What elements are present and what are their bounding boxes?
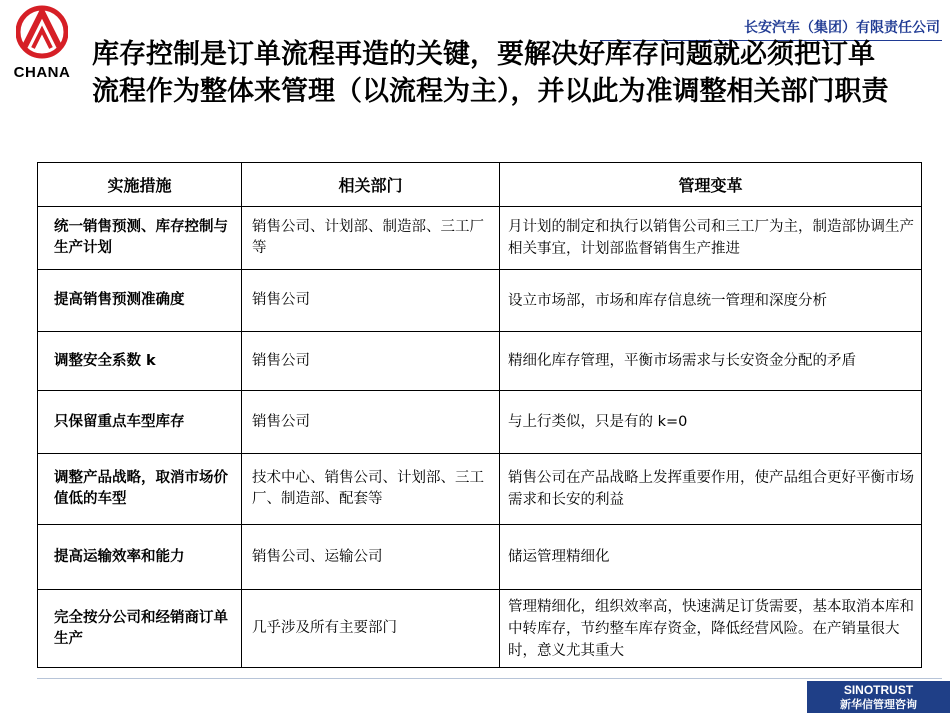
- change-cell: 管理精细化，组织效率高，快速满足订货需要，基本取消本库和中转库存，节约整车库存资金，降低经营风险。在产销量很大时，意义尤其重大: [500, 590, 922, 668]
- change-cell: 设立市场部，市场和库存信息统一管理和深度分析: [500, 270, 922, 332]
- column-header-departments: 相关部门: [242, 163, 500, 207]
- table-row: [38, 207, 922, 270]
- table-row: [38, 590, 922, 668]
- slide-title: 库存控制是订单流程再造的关键，要解决好库存问题就必须把订单流程作为整体来管理（以流程为主），并以此为准调整相关部门职责: [92, 39, 889, 107]
- measure-cell: 只保留重点车型库存: [38, 391, 242, 454]
- column-header-measure: 实施措施: [38, 163, 242, 207]
- change-cell: 销售公司在产品战略上发挥重要作用，使产品组合更好平衡市场需求和长安的利益: [500, 454, 922, 525]
- departments-cell: 销售公司: [242, 391, 500, 454]
- change-cell: 储运管理精细化: [500, 525, 922, 590]
- footer-divider: [37, 678, 942, 679]
- change-cell: 与上行类似，只是有的 k=0: [500, 391, 922, 454]
- departments-cell: 销售公司: [242, 332, 500, 391]
- logo-text: CHANA: [13, 64, 71, 81]
- table-row: [38, 454, 922, 525]
- measure-cell: 调整产品战略，取消市场价值低的车型: [38, 454, 242, 525]
- company-name: 长安汽车（集团）有限责任公司: [744, 20, 940, 36]
- table-row: [38, 525, 922, 590]
- measure-cell: 统一销售预测、库存控制与生产计划: [38, 207, 242, 270]
- measure-cell: 完全按分公司和经销商订单生产: [38, 590, 242, 668]
- measure-cell: 提高销售预测准确度: [38, 270, 242, 332]
- departments-cell: 销售公司: [242, 270, 500, 332]
- chana-emblem-icon: [16, 4, 68, 60]
- departments-cell: 几乎涉及所有主要部门: [242, 590, 500, 668]
- measures-table: [37, 162, 922, 668]
- table-row: [38, 391, 922, 454]
- departments-cell: 销售公司、运输公司: [242, 525, 500, 590]
- departments-cell: 技术中心、销售公司、计划部、三工厂、制造部、配套等: [242, 454, 500, 525]
- table-row: [38, 270, 922, 332]
- column-header-change: 管理变革: [500, 163, 922, 207]
- measure-cell: 提高运输效率和能力: [38, 525, 242, 590]
- departments-cell: 销售公司、计划部、制造部、三工厂等: [242, 207, 500, 270]
- measure-cell: 调整安全系数 k: [38, 332, 242, 391]
- sinotrust-brand: [807, 681, 950, 713]
- table-row: [38, 332, 922, 391]
- chana-logo: [4, 4, 80, 80]
- brand-chinese: 新华信管理咨询: [840, 699, 917, 711]
- change-cell: 精细化库存管理，平衡市场需求与长安资金分配的矛盾: [500, 332, 922, 391]
- table-header-row: [38, 163, 922, 207]
- change-cell: 月计划的制定和执行以销售公司和三工厂为主，制造部协调生产相关事宜，计划部监督销售生产推进: [500, 207, 922, 270]
- brand-english: SINOTRUST: [843, 683, 914, 697]
